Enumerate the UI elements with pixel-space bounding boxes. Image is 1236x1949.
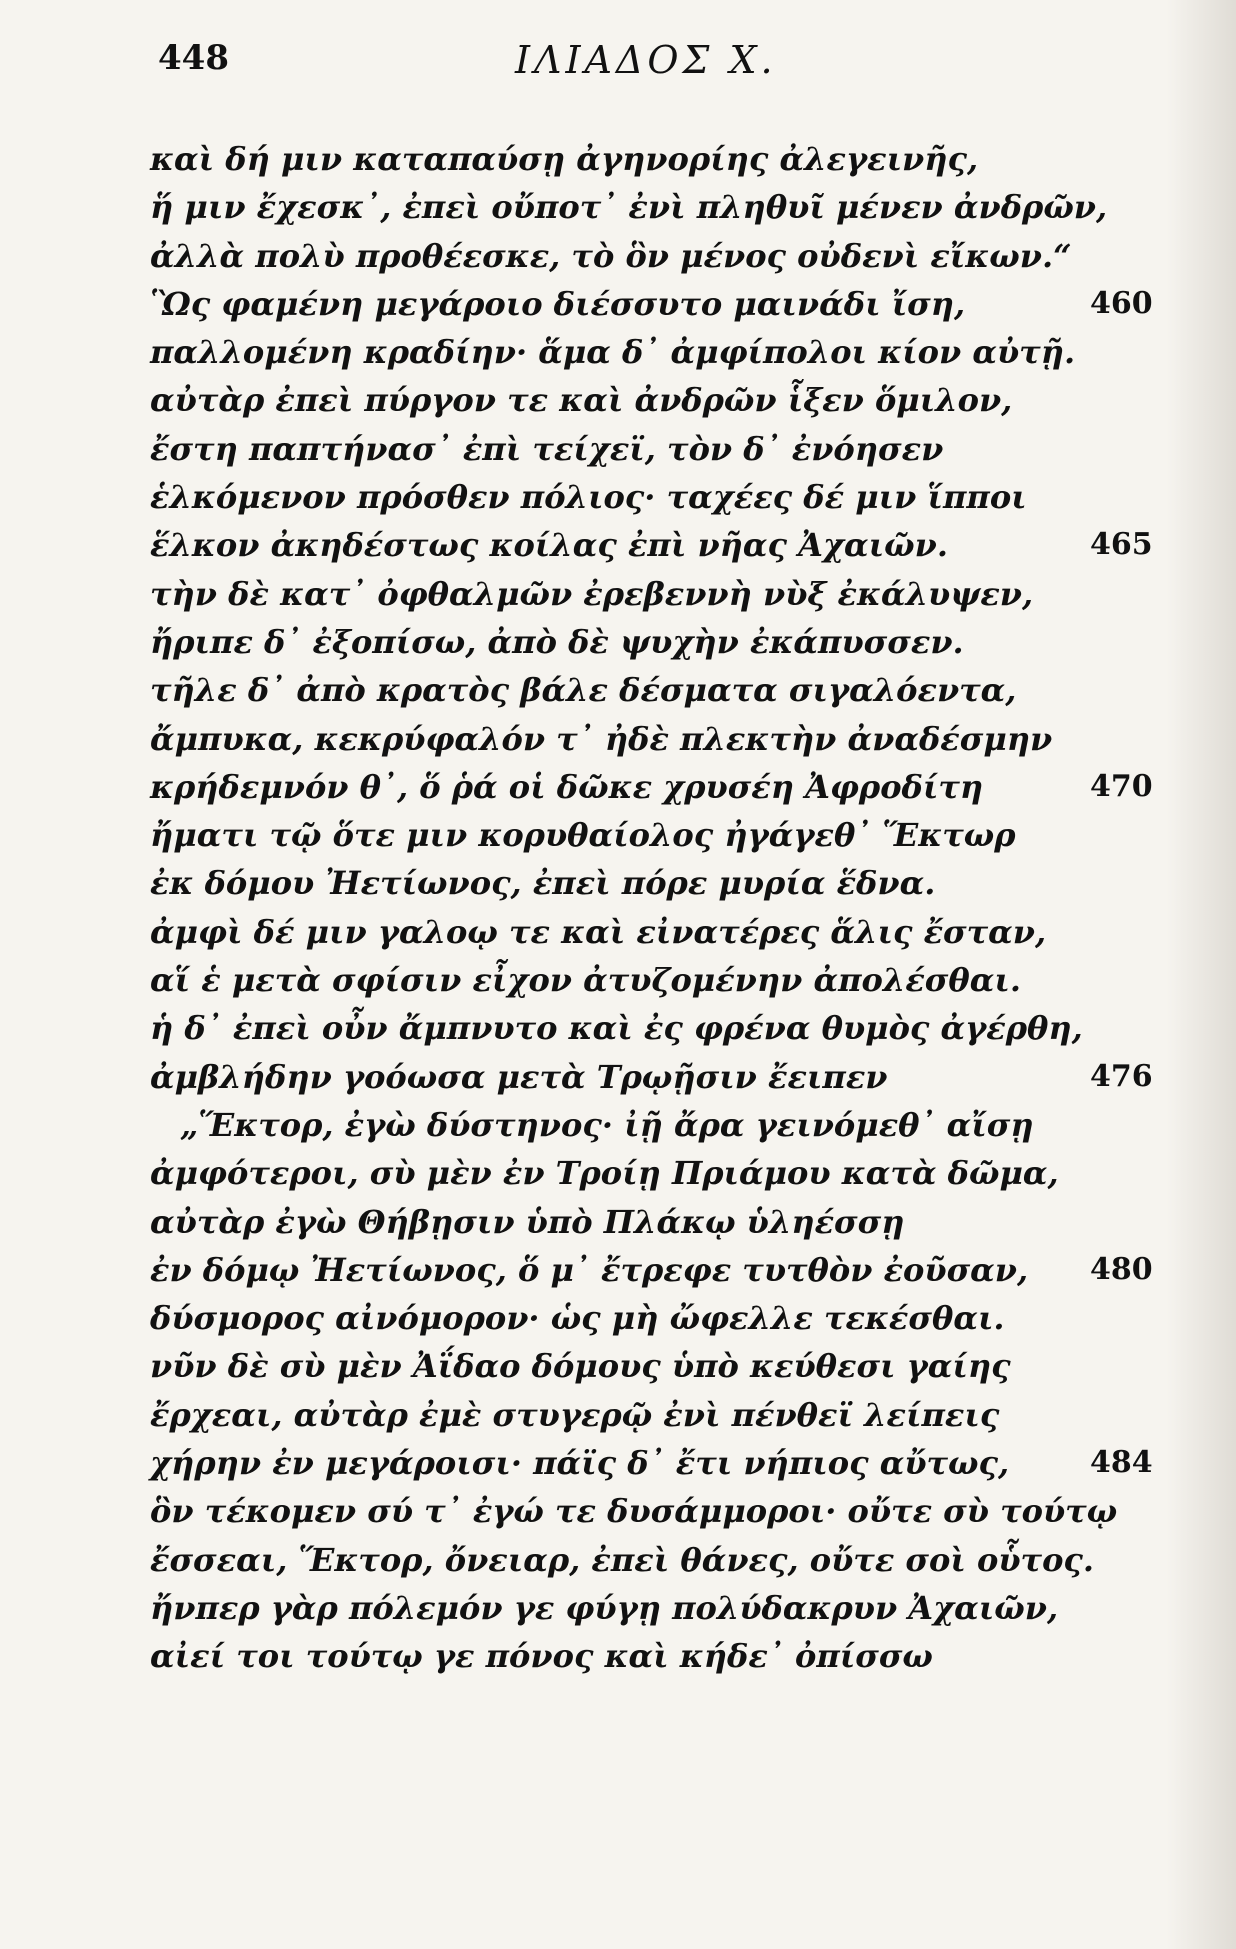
verse-text: ἤριπε δ᾽ ἐξοπίσω, ἀπὸ δὲ ψυχὴν ἐκάπυσσεν. — [150, 622, 964, 661]
verse-line — [150, 666, 1150, 714]
verse-text: κρήδεμνόν θ᾽, ὅ ῥά οἱ δῶκε χρυσέη Ἀφροδίτη — [150, 767, 984, 806]
verse-text: ἔρχεαι, αὐτὰρ ἐμὲ στυγερῷ ἐνὶ πένθεϊ λείπεις — [150, 1395, 1000, 1434]
line-number: 480 — [1090, 1251, 1153, 1287]
verse-text: ἀμφότεροι, σὺ μὲν ἐν Τροίῃ Πριάμου κατὰ δῶμα, — [150, 1154, 1059, 1193]
verse-text: ἥ μιν ἔχεσκ᾽, ἐπεὶ οὔποτ᾽ ἐνὶ πληθυῖ μένεν ἀνδρῶν, — [150, 188, 1108, 227]
verse-text: δύσμορος αἰνόμορον· ὡς μὴ ὤφελλε τεκέσθαι. — [150, 1299, 1005, 1338]
verse-line — [150, 618, 1150, 666]
verse-line — [150, 1149, 1150, 1197]
verse-line — [150, 183, 1150, 231]
verse-line — [150, 1004, 1150, 1052]
verse-line — [150, 570, 1150, 618]
verse-text: ἕλκον ἀκηδέστως κοίλας ἐπὶ νῆας Ἀχαιῶν. — [150, 526, 948, 565]
verse-text: ἤματι τῷ ὅτε μιν κορυθαίολος ἠγάγεθ᾽ Ἕκτωρ — [150, 816, 1016, 855]
verse-text: „Ἕκτορ, ἐγὼ δύστηνος· ἰῇ ἄρα γεινόμεθ᾽ αἴσῃ — [180, 1105, 1034, 1144]
line-number: 484 — [1090, 1445, 1153, 1481]
page-number: 448 — [158, 38, 229, 78]
verse-line — [150, 1198, 1150, 1246]
verse-text: τῆλε δ᾽ ἀπὸ κρατὸς βάλε δέσματα σιγαλόεντα, — [150, 671, 1017, 710]
verse-line — [150, 1487, 1150, 1535]
verse-line — [150, 811, 1150, 859]
verse-line — [150, 715, 1150, 763]
verse-line — [150, 425, 1150, 473]
verse-line — [150, 521, 1153, 569]
line-number: 476 — [1090, 1058, 1153, 1094]
line-number: 470 — [1090, 768, 1153, 804]
verse-line — [150, 473, 1150, 521]
verse-line — [150, 1101, 1150, 1149]
verse-line — [150, 232, 1150, 280]
verse-text: ἀλλὰ πολὺ προθέεσκε, τὸ ὃν μένος οὐδενὶ εἴκων.“ — [150, 236, 1072, 275]
verse-text: Ὣς φαμένη μεγάροιο διέσσυτο μαινάδι ἴση, — [150, 284, 966, 323]
verse-line — [150, 1053, 1153, 1101]
verse-text: αἵ ἑ μετὰ σφίσιν εἶχον ἀτυζομένην ἀπολέσθαι. — [150, 961, 1021, 1000]
running-title: ΙΛΙΑΔΟΣ Χ. — [515, 38, 777, 82]
verse-line — [150, 763, 1153, 811]
verse-text: αἰεί τοι τούτῳ γε πόνος καὶ κήδε᾽ ὀπίσσω — [150, 1637, 933, 1676]
verse-text: ὃν τέκομεν σύ τ᾽ ἐγώ τε δυσάμμοροι· οὔτε σὺ τούτῳ — [150, 1492, 1118, 1531]
page-header — [0, 38, 1236, 88]
verse-line — [150, 1439, 1153, 1487]
verse-line — [150, 328, 1150, 376]
verse-line — [150, 1632, 1150, 1680]
line-number: 465 — [1090, 527, 1153, 563]
verse-text: ἔσσεαι, Ἕκτορ, ὄνειαρ, ἐπεὶ θάνες, οὔτε σοὶ οὗτος. — [150, 1540, 1095, 1579]
verse-text: αὐτὰρ ἐγὼ Θήβῃσιν ὑπὸ Πλάκῳ ὑληέσσῃ — [150, 1202, 905, 1241]
verse-line — [150, 280, 1153, 328]
verse-line — [150, 956, 1150, 1004]
verse-line — [150, 1391, 1150, 1439]
verse-text: αὐτὰρ ἐπεὶ πύργον τε καὶ ἀνδρῶν ἷξεν ὅμιλον, — [150, 381, 1013, 420]
verse-line — [150, 1584, 1150, 1632]
verse-line — [150, 1342, 1150, 1390]
verse-text: ἡ δ᾽ ἐπεὶ οὖν ἄμπνυτο καὶ ἐς φρένα θυμὸς ἀγέρθη, — [150, 1009, 1083, 1048]
verse-text: ἀμβλήδην γοόωσα μετὰ Τρῳῇσιν ἔειπεν — [150, 1057, 888, 1096]
verse-text: καὶ δή μιν καταπαύσῃ ἀγηνορίης ἀλεγεινῆς, — [150, 140, 979, 178]
verse-text: ἔστη παπτήνασ᾽ ἐπὶ τείχεϊ, τὸν δ᾽ ἐνόησεν — [150, 429, 944, 468]
verse-block — [150, 135, 1153, 1681]
verse-text: τὴν δὲ κατ᾽ ὀφθαλμῶν ἐρεβεννὴ νὺξ ἐκάλυψεν, — [150, 574, 1034, 613]
verse-text: ἐκ δόμου Ἠετίωνος, ἐπεὶ πόρε μυρία ἕδνα. — [150, 864, 936, 903]
verse-line — [150, 1294, 1150, 1342]
verse-line — [150, 1536, 1150, 1584]
verse-line — [150, 135, 1150, 183]
verse-text: ἀμφὶ δέ μιν γαλοῳ τε καὶ εἰνατέρες ἅλις ἔσταν, — [150, 912, 1047, 951]
show-through-text — [1172, 95, 1230, 1875]
verse-line — [150, 1246, 1153, 1294]
verse-text: ἐν δόμῳ Ἠετίωνος, ὅ μ᾽ ἔτρεφε τυτθὸν ἐοῦσαν, — [150, 1250, 1029, 1289]
verse-text: ἑλκόμενον πρόσθεν πόλιος· ταχέες δέ μιν ἵπποι — [150, 478, 1027, 517]
verse-text: ἤνπερ γὰρ πόλεμόν γε φύγῃ πολύδακρυν Ἀχαιῶν, — [150, 1588, 1059, 1627]
verse-line — [150, 376, 1150, 424]
verse-line — [150, 908, 1150, 956]
verse-text: χήρην ἐν μεγάροισι· πάϊς δ᾽ ἔτι νήπιος αὔτως, — [150, 1444, 1010, 1483]
verse-text: νῦν δὲ σὺ μὲν Ἀΐδαο δόμους ὑπὸ κεύθεσι γαίης — [150, 1347, 1011, 1386]
verse-text: παλλομένη κραδίην· ἅμα δ᾽ ἀμφίπολοι κίον αὐτῇ. — [150, 333, 1076, 372]
verse-text: ἄμπυκα, κεκρύφαλόν τ᾽ ἠδὲ πλεκτὴν ἀναδέσμην — [150, 719, 1053, 758]
verse-line — [150, 859, 1150, 907]
line-number: 460 — [1090, 285, 1153, 321]
